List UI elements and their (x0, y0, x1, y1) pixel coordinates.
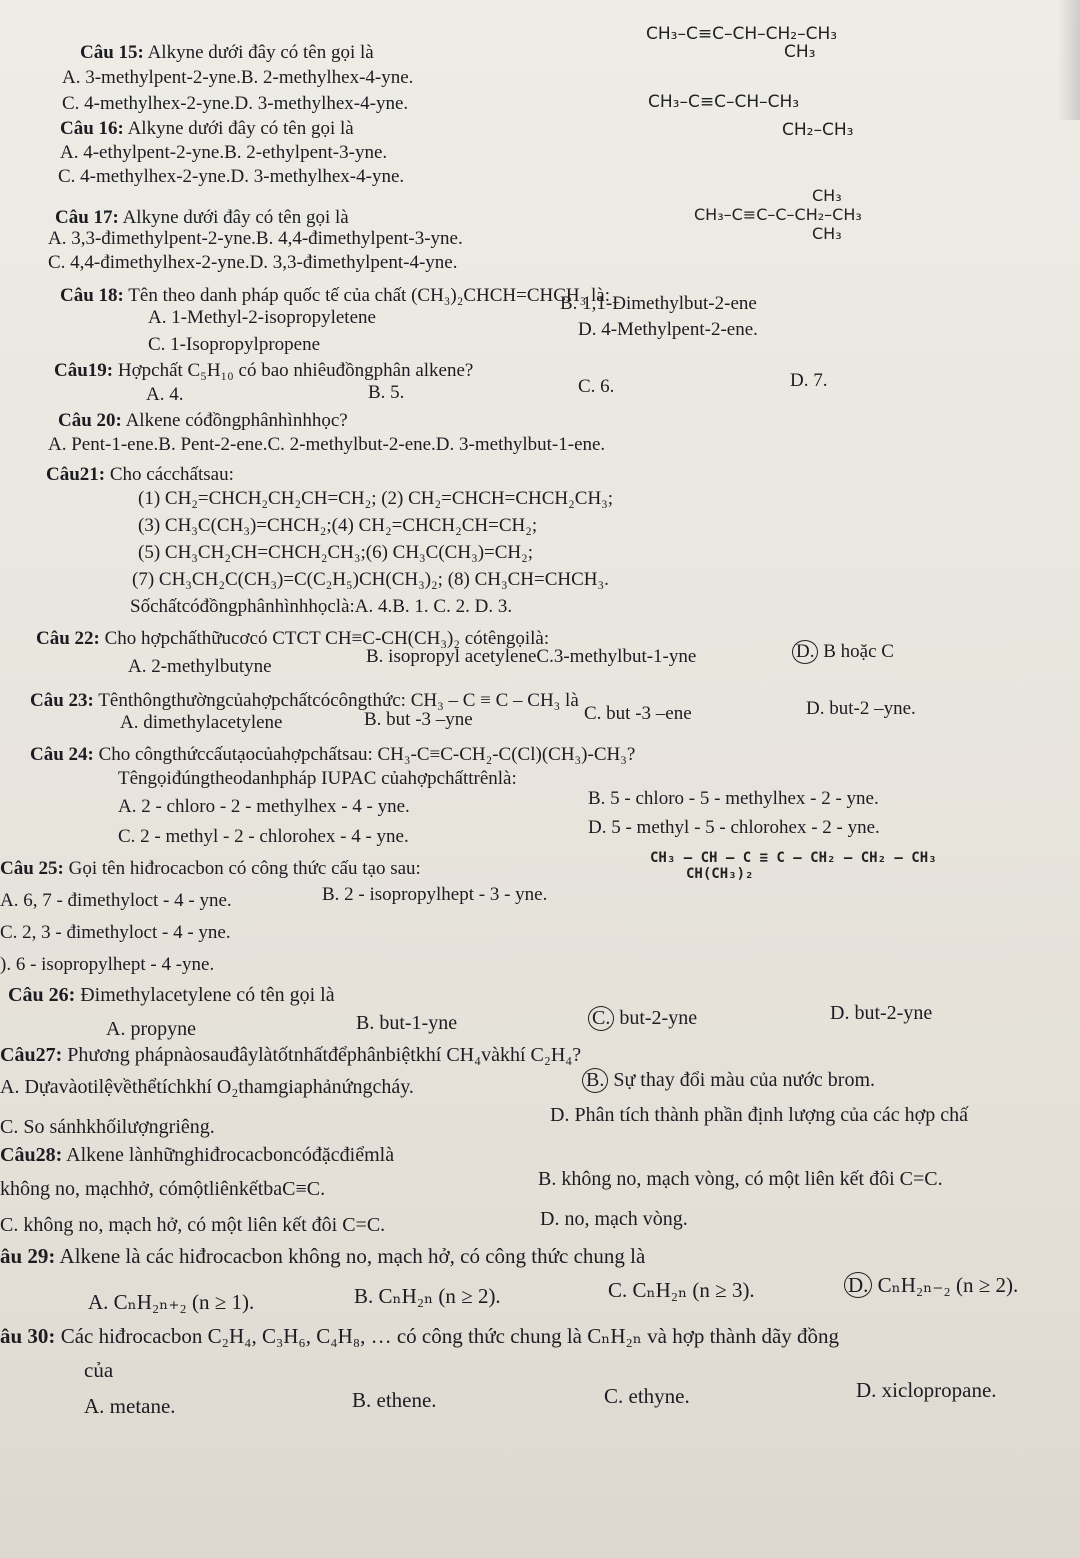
q29-option-a: A. CₙH₂ₙ₊₂ (n ≥ 1). (88, 1290, 255, 1314)
q27-option-d: D. Phân tích thành phần định lượng của các hợp chấ (550, 1104, 968, 1126)
q21-compounds-line1: (1) CH₂=CHCH₂CH₂CH=CH₂; (2) CH₂=CHCH=CHCH₂CH₃; (138, 488, 614, 509)
q28-option-c: C. không no, mạch hở, có một liên kết đôi C=C. (0, 1214, 386, 1236)
q24-option-c: C. 2 - methyl - 2 - chlorohex - 4 - yne. (118, 826, 409, 847)
q30-stem-line2: của (84, 1358, 114, 1382)
q16-label: Câu 16: (60, 118, 124, 139)
q27-option-b (586, 1068, 875, 1093)
q21-compounds-line4: (7) CH₃CH₂C(CH₃)=C(C₂H₅)CH(CH₃)₂; (8) CH₃CH=CHCH₃. (132, 569, 609, 590)
q30-option-b: B. ethene. (352, 1388, 437, 1412)
q29-option-d-circled: D. (844, 1272, 872, 1298)
q19-option-b: B. 5. (368, 382, 405, 403)
q20-stem: Alkene cóđồngphânhìnhhọc? (125, 410, 348, 431)
q25-stem-line (0, 858, 421, 880)
q27-option-b-circled: B. (582, 1068, 608, 1093)
q25-option-b: B. 2 - isopropylhept - 3 - yne. (322, 884, 548, 905)
q24-stem-line (30, 744, 635, 766)
q19-stem-line (54, 360, 473, 382)
q20-label: Câu 20: (58, 410, 122, 431)
q26-stem-line (8, 984, 335, 1007)
q18-stem: Tên theo danh pháp quốc tế của chất (CH₃)₂CHCH=CHCH₃ là: (128, 285, 611, 306)
q17-stem-line (55, 207, 349, 229)
q17-formula-bottom: CH₃ (812, 224, 842, 243)
q29-option-d (848, 1272, 1018, 1298)
q25-stem: Gọi tên hiđrocacbon có công thức cấu tạo sau: (68, 858, 421, 879)
q23-label: Câu 23: (30, 690, 94, 711)
q30-option-d: D. xiclopropane. (856, 1378, 997, 1402)
q16-formula-branch: CH₂–CH₃ (782, 120, 854, 140)
q25-structure (650, 850, 937, 882)
q26-option-a: A. propyne (106, 1018, 196, 1040)
q18-option-c: C. 1-Isopropylpropene (148, 334, 321, 355)
q24-option-d: D. 5 - methyl - 5 - chlorohex - 2 - yne. (588, 817, 880, 838)
q25-formula-main: CH₃ – CH – C ≡ C – CH₂ – CH₂ – CH₃ (650, 850, 937, 866)
q15-label: Câu 15: (80, 42, 144, 63)
q27-option-a: A. Dựavàotilệvềthểtíchkhí O₂thamgiaphảnứngcháy. (0, 1076, 414, 1098)
q27-label: Câu27: (0, 1044, 63, 1066)
q25-label: Câu 25: (0, 858, 64, 879)
q23-stem-line (30, 690, 579, 712)
q26-option-b: B. but-1-yne (356, 1012, 458, 1034)
q30-option-c: C. ethyne. (604, 1384, 690, 1408)
q28-option-a: không no, mạchhở, cómộtliênkếtbaC≡C. (0, 1178, 326, 1200)
q26-option-c-circled: C. (588, 1006, 614, 1031)
q15-formula-branch: CH₃ (784, 42, 816, 62)
q23-stem: Tênthôngthườngcủahợpchấtcócôngthức: CH₃ – C ≡ C – CH₃ là (98, 690, 579, 711)
q30-stem: Các hiđrocacbon C₂H₄, C₃H₆, C₄H₈, … có công thức chung là CₙH₂ₙ và hợp thành dãy đồng (60, 1324, 840, 1348)
q28-stem-line (0, 1144, 394, 1167)
q25-option-d: ). 6 - isopropylhept - 4 -yne. (0, 954, 215, 975)
q30-option-a: A. metane. (84, 1394, 176, 1418)
q27-option-c: C. So sánhkhốilượngriêng. (0, 1116, 215, 1138)
q22-label: Câu 22: (36, 628, 100, 649)
q28-option-d: D. no, mạch vòng. (540, 1208, 688, 1230)
q24-stem-line2: Têngọiđúngtheodanhpháp IUPAC củahợpchấttrênlà: (118, 768, 517, 789)
q29-stem-line (0, 1244, 645, 1268)
q24-stem: Cho côngthứccấutạocủahợpchấtsau: CH₃-C≡C-CH₂-C(Cl)(CH₃)-CH₃? (98, 744, 636, 765)
q17-structure (694, 186, 862, 243)
q22-option-d-circled: D. (792, 640, 818, 664)
q29-stem: Alkene là các hiđrocacbon không no, mạch hở, có công thức chung là (59, 1244, 646, 1268)
q28-label: Câu28: (0, 1144, 63, 1166)
q29-label: âu 29: (0, 1244, 56, 1268)
q15-options-row2: C. 4-methylhex-2-yne.D. 3-methylhex-4-yne. (62, 93, 409, 114)
q22-option-bc: B. isopropyl acetyleneC.3-methylbut-1-yne (366, 646, 697, 667)
q19-option-c: C. 6. (578, 376, 615, 397)
q26-option-c (592, 1006, 697, 1031)
q19-stem: Hợpchất C₅H₁₀ có bao nhiêuđồngphân alkene? (117, 360, 474, 381)
q24-label: Câu 24: (30, 744, 94, 765)
q23-option-a: A. dimethylacetylene (120, 712, 283, 733)
q27-stem: Phương phápnàosauđâylàtốtnhấtđểphânbiệtkhí CH₄vàkhí C₂H₄? (67, 1044, 582, 1066)
q28-option-b: B. không no, mạch vòng, có một liên kết đôi C=C. (538, 1168, 943, 1190)
q27-stem-line (0, 1044, 581, 1067)
q15-stem: Alkyne dưới đây có tên gọi là (147, 42, 374, 63)
q21-compounds-line3: (5) CH₃CH₂CH=CHCH₂CH₃;(6) CH₃C(CH₃)=CH₂; (138, 542, 534, 563)
q23-option-c: C. but -3 –ene (584, 703, 692, 724)
q24-option-b: B. 5 - chloro - 5 - methylhex - 2 - yne. (588, 788, 879, 809)
q16-options-row1: A. 4-ethylpent-2-yne.B. 2-ethylpent-3-yne. (60, 142, 388, 163)
q28-stem: Alkene lànhữnghiđrocacboncóđặcđiểmlà (66, 1144, 395, 1166)
q22-option-d-text: B hoặc C (823, 641, 894, 662)
q21-compounds-line2: (3) CH₃C(CH₃)=CHCH₂;(4) CH₂=CHCH₂CH=CH₂; (138, 515, 538, 536)
q15-structure (646, 24, 837, 62)
q20-options-row: A. Pent-1-ene.B. Pent-2-ene.C. 2-methylbut-2-ene.D. 3-methylbut-1-ene. (48, 434, 606, 455)
q21-label: Câu21: (46, 464, 106, 485)
q18-option-a: A. 1-Methyl-2-isopropyletene (148, 307, 376, 328)
q17-label: Câu 17: (55, 207, 119, 228)
q15-formula-main: CH₃–C≡C–CH–CH₂–CH₃ (646, 24, 838, 44)
q15-stem-line (80, 42, 374, 64)
q16-stem: Alkyne dưới đây có tên gọi là (127, 118, 354, 139)
q23-option-b: B. but -3 –yne (364, 709, 473, 730)
q18-label: Câu 18: (60, 285, 124, 306)
q15-options-row1: A. 3-methylpent-2-yne.B. 2-methylhex-4-yne. (62, 67, 414, 88)
q30-label: âu 30: (0, 1324, 56, 1348)
q27-option-b-text: Sự thay đổi màu của nước brom. (613, 1069, 875, 1091)
q25-formula-branch: CH(CH₃)₂ (686, 866, 754, 882)
q29-option-b: B. CₙH₂ₙ (n ≥ 2). (354, 1284, 501, 1308)
q16-structure (648, 92, 853, 140)
q20-stem-line (58, 410, 348, 432)
q29-option-d-text: CₙH₂ₙ₋₂ (n ≥ 2). (877, 1273, 1019, 1297)
q16-stem-line (60, 118, 354, 140)
q26-option-d: D. but-2-yne (830, 1002, 933, 1024)
q16-formula-main: CH₃–C≡C–CH–CH₃ (648, 92, 800, 112)
page-fold-shadow (1058, 0, 1080, 120)
q21-stem: Cho cácchấtsau: (109, 464, 234, 485)
q26-option-c-text: but-2-yne (619, 1007, 698, 1029)
q22-option-a: A. 2-methylbutyne (128, 656, 272, 677)
q25-option-a: A. 6, 7 - đimethyloct - 4 - yne. (0, 890, 232, 911)
q19-label: Câu19: (54, 360, 114, 381)
q22-option-d (796, 640, 894, 664)
q17-options-row2: C. 4,4-đimethylhex-2-yne.D. 3,3-đimethylpent-4-yne. (48, 252, 458, 273)
q18-option-d: D. 4-Methylpent-2-ene. (578, 319, 758, 340)
q19-option-d: D. 7. (790, 370, 828, 391)
q18-stem-line (60, 285, 610, 307)
q23-option-d: D. but-2 –yne. (806, 698, 916, 719)
q24-option-a: A. 2 - chloro - 2 - methylhex - 4 - yne. (118, 796, 410, 817)
q22-stem: Cho hợpchấthữucơcó CTCT CH≡C-CH(CH₃)₂ cótêngọilà: (104, 628, 550, 649)
q17-formula-top: CH₃ (812, 186, 842, 205)
q21-stem-line (46, 464, 234, 486)
q26-stem: Đimethylacetylene có tên gọi là (80, 984, 335, 1006)
q16-options-row2: C. 4-methylhex-2-yne.D. 3-methylhex-4-yne. (58, 166, 405, 187)
q26-label: Câu 26: (8, 984, 76, 1006)
q18-option-b: B. 1,1-Đimethylbut-2-ene (560, 293, 757, 314)
q25-option-c: C. 2, 3 - đimethyloct - 4 - yne. (0, 922, 231, 943)
q29-option-c: C. CₙH₂ₙ (n ≥ 3). (608, 1278, 755, 1302)
q30-stem-line (0, 1324, 839, 1348)
q17-options-row1: A. 3,3-đimethylpent-2-yne.B. 4,4-đimethylpent-3-yne. (48, 228, 463, 249)
q21-answer-line: Sốchấtcóđồngphânhìnhhọclà:A. 4.B. 1. C. 2. D. 3. (130, 596, 513, 617)
q17-formula-main: CH₃–C≡C–C–CH₂–CH₃ (694, 205, 862, 224)
q17-stem: Alkyne dưới đây có tên gọi là (122, 207, 349, 228)
q19-option-a: A. 4. (146, 384, 184, 405)
